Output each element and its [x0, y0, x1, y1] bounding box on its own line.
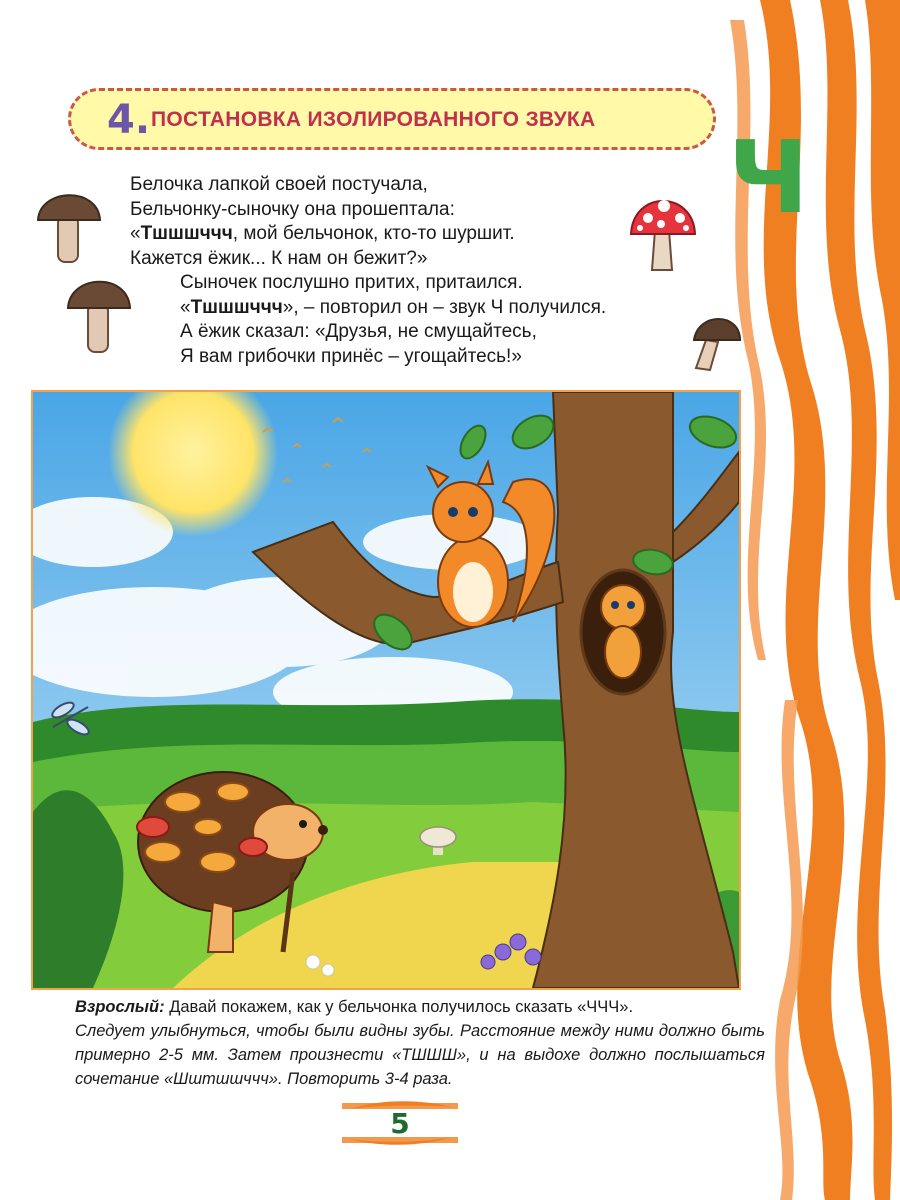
instruction-note [75, 995, 765, 1091]
poem-line: «Тшшшччч», – повторил он – звук Ч получился. [180, 296, 607, 318]
section-number: 4. [107, 97, 151, 143]
poem-line: А ёжик сказал: «Друзья, не смущайтесь, [180, 321, 537, 342]
poem-line: Кажется ёжик... К нам он бежит?» [130, 247, 428, 269]
note-line: Взрослый: Давай покажем, как у бельчонка получилось сказать «ЧЧЧ». [75, 998, 634, 1016]
poem [130, 173, 606, 369]
sound-word: Тшшшччч [190, 296, 283, 318]
poem-line: Сыночек послушно притих, притаился. [180, 272, 523, 293]
page-number: 5 [390, 1107, 410, 1140]
poem-line: Белочка лапкой своей постучала, [130, 174, 428, 195]
fly-agaric-mushroom-icon [628, 180, 698, 276]
page-number-badge [340, 1095, 460, 1151]
brown-mushroom-icon [66, 266, 132, 356]
poem-line: Бельчонку-сыночку она прошептала: [130, 198, 455, 220]
note-paragraph: Следует улыбнуться, чтобы были видны зубы. Расстояние между ними должно быть примерно 2-5 мм. Затем произнести «ТШШШ», и на выдохе должно послышаться сочетание «Шштшшччч». Повторить 3-4 раза. [75, 1022, 765, 1088]
section-banner [68, 88, 716, 150]
section-title: ПОСТАНОВКА ИЗОЛИРОВАННОГО ЗВУКА [151, 108, 596, 131]
poem-line: «Тшшшччч, мой бельчонок, кто-то шуршит. [130, 223, 515, 244]
forest-illustration [31, 390, 741, 990]
note-lead: Взрослый: [75, 998, 165, 1016]
sound-word: Тшшшччч [140, 223, 233, 244]
brown-mushroom-icon [36, 178, 102, 266]
small-mushroom-icon [688, 310, 744, 374]
poem-line: Я вам грибочки принёс – угощайтесь!» [180, 345, 522, 367]
letter-glyph: Ч [728, 119, 809, 236]
